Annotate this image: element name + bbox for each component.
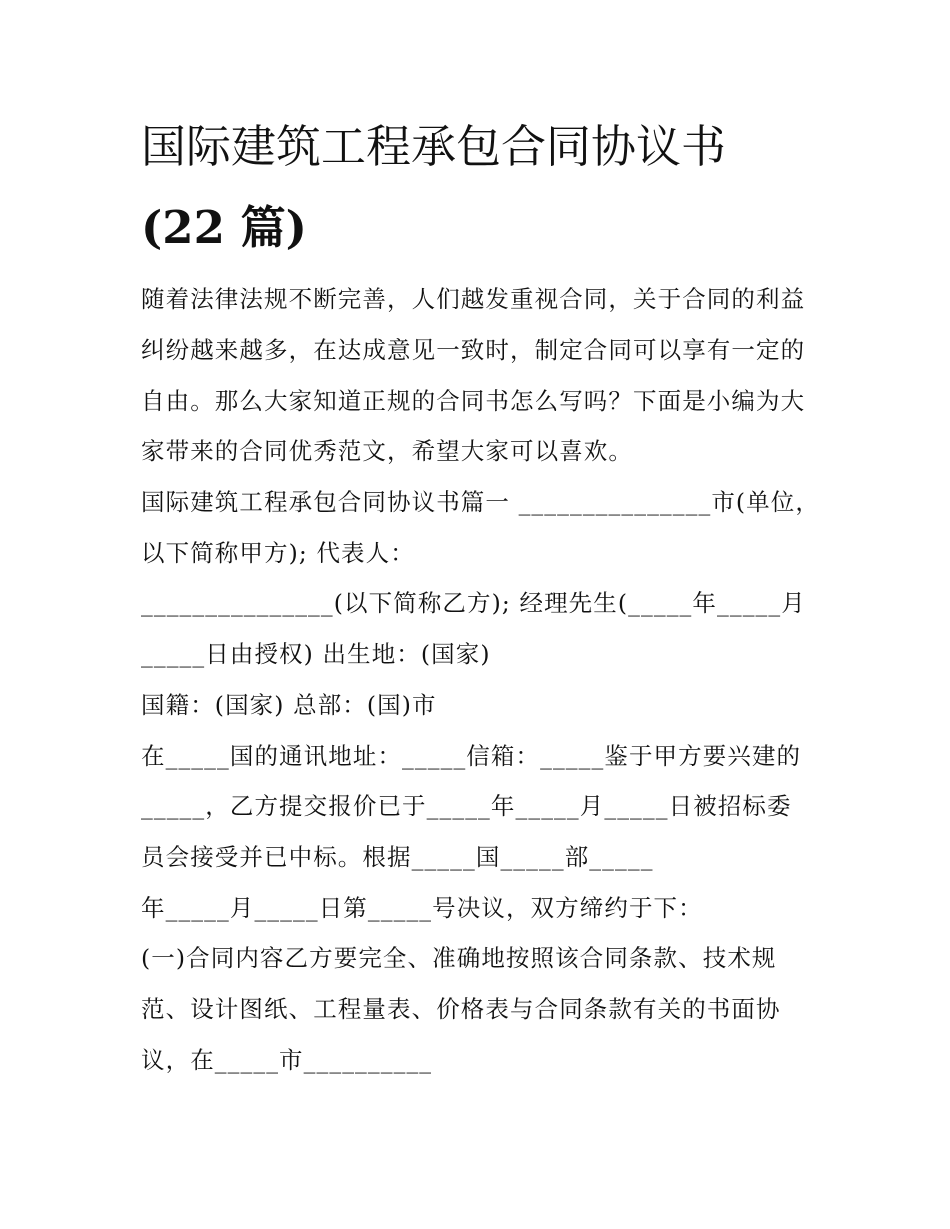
body-line: 议，在_____市__________ [141,1046,433,1074]
body-line: 在_____国的通讯地址：_____信箱：_____鉴于甲方要兴建的 [141,742,802,770]
document-title-count: (22 篇) [141,201,307,254]
body-line: 年_____月_____日第_____号决议，双方缔约于下： [141,894,703,922]
body-line: (一)合同内容乙方要完全、准确地按照该合同条款、技术规 [141,944,777,972]
body-line: 自由。那么大家知道正规的合同书怎么写吗？下面是小编为大 [141,387,806,415]
body-line: 国际建筑工程承包合同协议书篇一 _______________市(单位， [141,488,820,516]
body-line: 以下简称甲方); 代表人： [141,539,415,567]
body-line: 随着法律法规不断完善，人们越发重视合同，关于合同的利益 [141,285,806,313]
body-line: 国籍：(国家) 总部：(国)市 [141,691,437,719]
body-line: 纠纷越来越多，在达成意见一致时，制定合同可以享有一定的 [141,336,806,364]
body-line: 家带来的合同优秀范文，希望大家可以喜欢。 [141,437,633,465]
body-line: _____日由授权) 出生地：(国家) [141,640,491,668]
body-line: 范、设计图纸、工程量表、价格表与合同条款有关的书面协 [141,995,781,1023]
document-title: 国际建筑工程承包合同协议书 [141,120,727,173]
body-line: _____，乙方提交报价已于_____年_____月_____日被招标委 [141,792,792,820]
body-line: 员会接受并已中标。根据_____国_____部_____ [141,843,654,871]
body-line: _______________(以下简称乙方); 经理先生(_____年_____月 [141,589,806,617]
